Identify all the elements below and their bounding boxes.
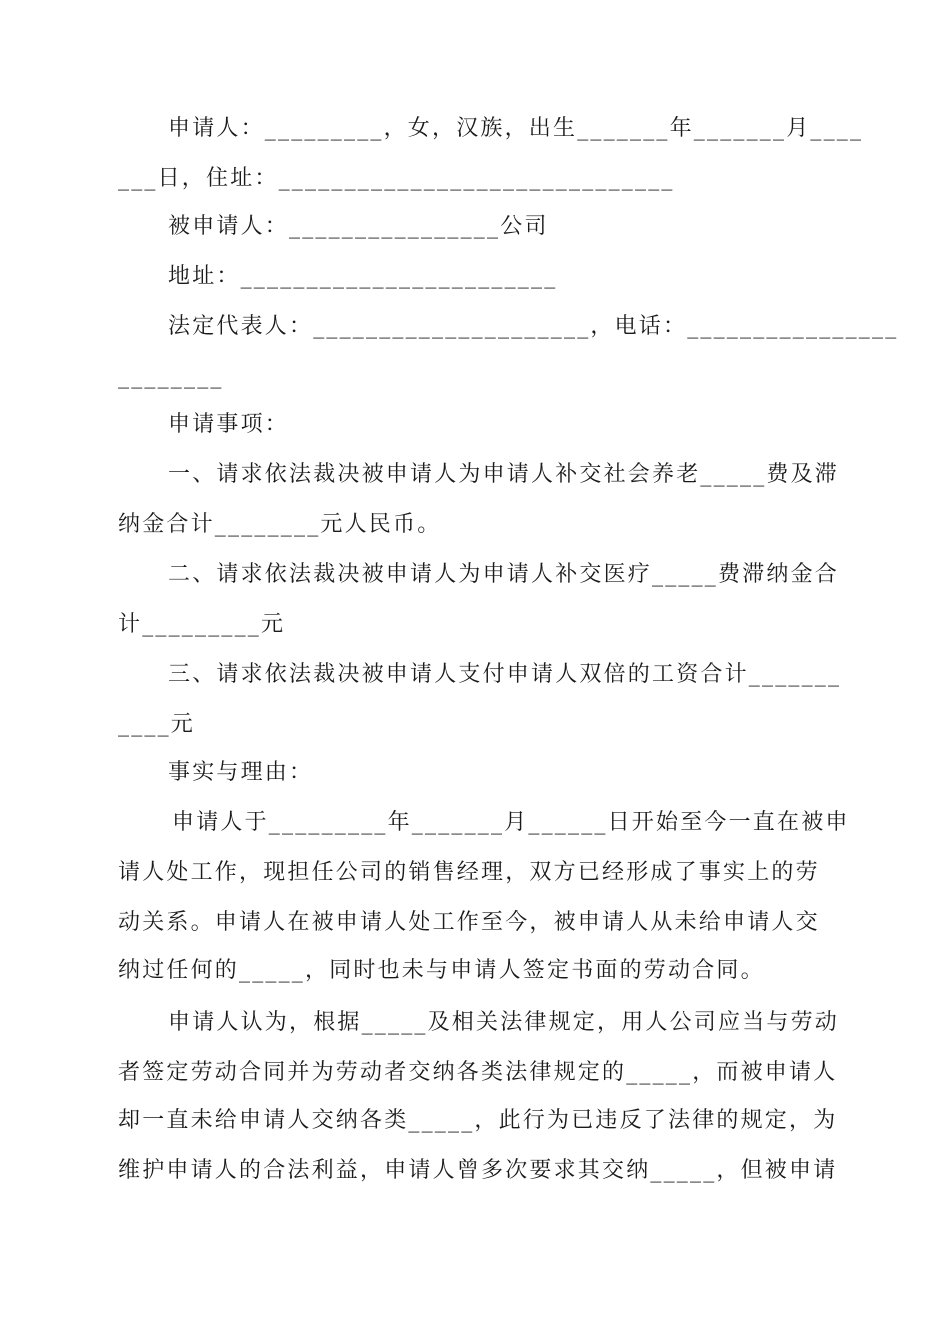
- facts-paragraph-line-4: 纳过任何的_____，同时也未与申请人签定书面的劳动合同。: [118, 958, 765, 983]
- facts-paragraph-line-2: 请人处工作，现担任公司的销售经理，双方已经形成了事实上的劳: [118, 860, 820, 885]
- legal-representative-line: 法定代表人：_____________________，电话：________________: [168, 314, 899, 339]
- reasons-paragraph-line-1: 申请人认为，根据_____及相关法律规定，用人公司应当与劳动: [168, 1010, 840, 1035]
- phone-continuation-line: ________: [118, 364, 224, 389]
- facts-paragraph-line-3: 动关系。申请人在被申请人处工作至今，被申请人从未给申请人交: [118, 910, 820, 935]
- facts-heading: 事实与理由：: [168, 760, 314, 785]
- request-one-line-2: 纳金合计________元人民币。: [118, 512, 442, 537]
- request-two-line-2: 计_________元: [118, 612, 286, 637]
- request-two-line-1: 二、请求依法裁决被申请人为申请人补交医疗_____费滞纳金合: [168, 562, 840, 587]
- requests-heading: 申请事项：: [168, 412, 290, 437]
- request-three-line-2: ____元: [118, 712, 196, 737]
- applicant-line: 申请人：_________，女，汉族，出生_______年_______月____: [168, 116, 864, 141]
- reasons-paragraph-line-4: 维护申请人的合法利益，申请人曾多次要求其交纳_____，但被申请: [118, 1158, 838, 1183]
- applicant-address-line: ___日，住址：______________________________: [118, 166, 675, 191]
- facts-paragraph-line-1: 申请人于_________年_______月______日开始至今一直在被申: [172, 810, 850, 835]
- request-one-line-1: 一、请求依法裁决被申请人为申请人补交社会养老_____费及滞: [168, 462, 840, 487]
- reasons-paragraph-line-2: 者签定劳动合同并为劳动者交纳各类法律规定的_____，而被申请人: [118, 1060, 838, 1085]
- respondent-address-line: 地址：________________________: [168, 264, 558, 289]
- respondent-line: 被申请人：________________公司: [168, 214, 549, 239]
- request-three-line-1: 三、请求依法裁决被申请人支付申请人双倍的工资合计_______: [168, 662, 842, 687]
- reasons-paragraph-line-3: 却一直未给申请人交纳各类_____，此行为已违反了法律的规定，为: [118, 1108, 838, 1133]
